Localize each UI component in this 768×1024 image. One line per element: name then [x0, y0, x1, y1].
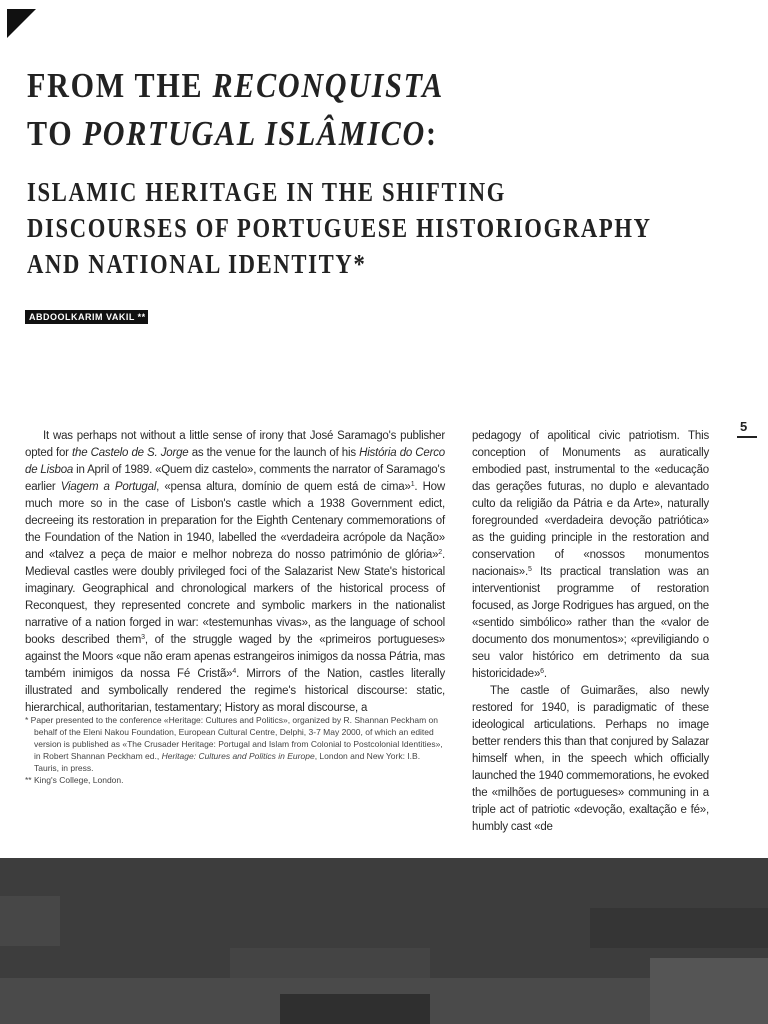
title-line-2: TO PORTUGAL ISLÂMICO:: [27, 114, 438, 153]
scan-bottom-band: [0, 858, 768, 1024]
body-column-right: [472, 428, 709, 836]
footnote-ref: 3: [141, 634, 145, 641]
article-subtitle: [27, 174, 697, 282]
footnote-ref: 6: [540, 668, 544, 675]
footnote-ref: 4: [232, 668, 237, 675]
body-column-left: [25, 428, 445, 717]
footnote-ref: 5: [527, 566, 532, 573]
footnotes: [25, 714, 445, 786]
scan-shade: [280, 994, 430, 1024]
body-paragraph: It was perhaps not without a little sense of irony that José Saramago's publisher opted for the Castelo de S. Jorge as the venue for the launch of his História do Cerco de Lisboa in April of 1989. «Quem diz castelo», comments the narrator of Saramago's earlier Viagem a Portugal, «pensa altura, domínio de quem está de cima»$^1$. How much more so in the case of Lisbon's castle which a 1938 Government edict, decreeing its restoration in preparation for the Eighth Centenary commemorations of the Foundation of the Nation in 1940, labelled the «verdadeira acrópole da Nação» and «talvez a peça de maior e melhor nobreza do nosso património de glória»$^2$. Medieval castles were doubly privileged foci of the Salazarist New State's historical imaginary. Geographical and chronological markers of the historical process of Reconquest, they represented concrete and symbolic markers in the nationalist narrative of a nation forged in war: «testemunhas vivas», as the language of school books described them$^3$, of the struggle waged by the «primeiros portugueses» against the Moors «que não eram apenas estrangeiros inimigos da nossa Pátria, mas também inimigos da nossa Fé Cristã»$^4$. Mirrors of the Nation, castles literally illustrated and symbolically rendered the regime's historical discourse: static, hierarchical, authoritarian, testamentary; History as moral discourse, a: [25, 430, 446, 714]
scan-shade: [590, 908, 768, 948]
footnote-ref: 2: [438, 549, 442, 556]
scan-shade: [650, 958, 768, 1024]
subtitle-line: DISCOURSES OF PORTUGUESE HISTORIOGRAPHY: [27, 213, 652, 243]
body-paragraph: The castle of Guimarães, also newly restored for 1940, is paradigmatic of these ideological articulations. Perhaps no image better renders this than that conjured by Salazar himself when, in the speech which officially launched the 1940 commemorations, he evoked the «milhões de portugueses» communing in a triple act of patriotic «devoção, exaltação e fé», humbly cast «de: [472, 685, 709, 833]
subtitle-line: AND NATIONAL IDENTITY*: [27, 249, 367, 279]
footnote: ** King's College, London.: [25, 775, 124, 785]
scan-shade: [0, 896, 60, 946]
author-name: ABDOOLKARIM VAKIL **: [25, 310, 148, 324]
body-paragraph: pedagogy of apolitical civic patriotism. This conception of Monuments as auratically embodied past, instrumental to the «educação das gerações futuras, no duplo e alevantado culto da religião da Pátria e da Arte», naturally foregrounded «verdadeira devoção patriótica» as the guiding principle in the restoration and conservation of «nossos monumentos nacionais».$^5$ Its practical translation was an interventionist programme of restoration focused, as Jorge Rodrigues has argued, on the «sentido simbólico» rather than the «valor de documento dos monumentos»; «previligiando o seu valor histórico em detrimento da sua historicidade»$^6$.: [472, 430, 709, 680]
footnote-ref: 1: [410, 481, 415, 488]
article-title: [27, 62, 629, 158]
corner-mark: [7, 9, 36, 38]
footnote: * Paper presented to the conference «Heritage: Cultures and Politics», organized by R. Shannan Peckham on behalf of the Eleni Nakou Foundation, European Cultural Centre, Delphi, 3-7 May 2000, of which an edited version is published as «The Crusader Heritage: Portugal and Islam from Colonial to Postcolonial Identities», in Robert Shannan Peckham ed., Heritage: Cultures and Politics in Europe, London and New York: I.B. Tauris, in press.: [25, 715, 443, 773]
page-number-rule: [737, 436, 757, 438]
subtitle-line: ISLAMIC HERITAGE IN THE SHIFTING: [27, 177, 507, 207]
title-line-1: FROM THE RECONQUISTA: [27, 66, 444, 105]
scan-shade: [230, 948, 430, 978]
page-number: 5: [740, 419, 748, 434]
